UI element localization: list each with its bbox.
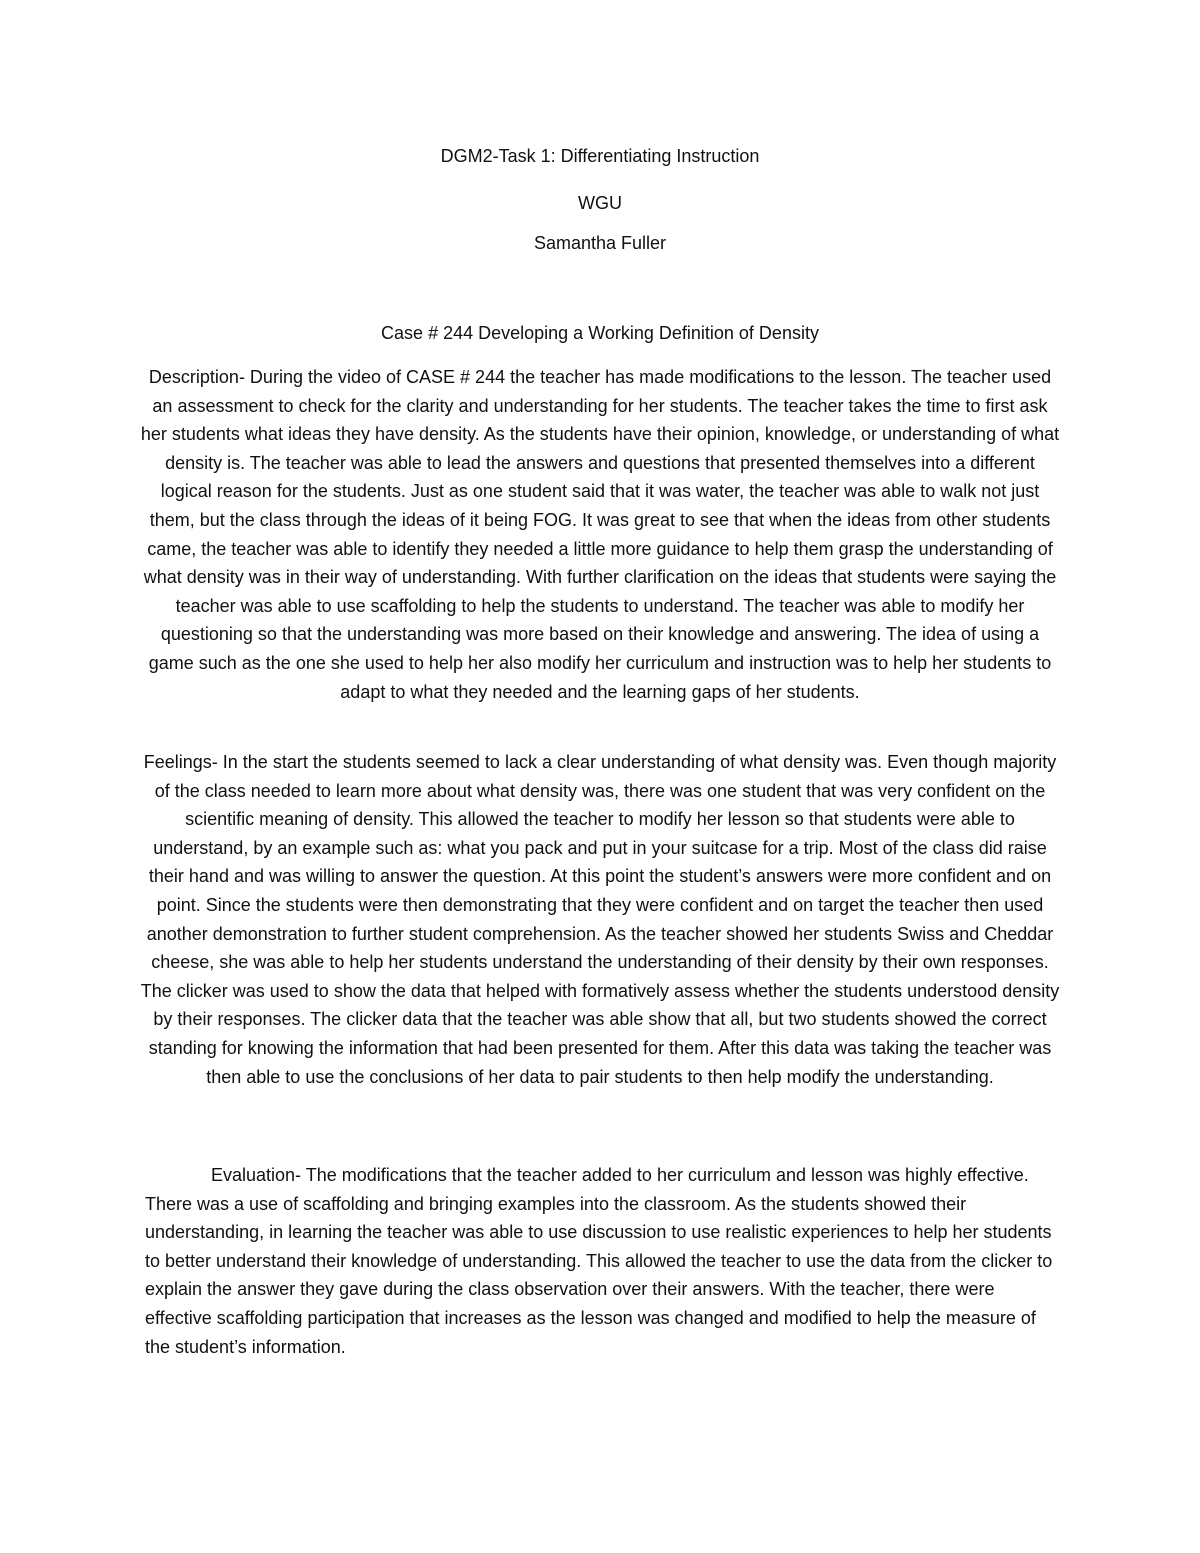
school-name: WGU xyxy=(578,193,622,213)
document-title: DGM2-Task 1: Differentiating Instruction xyxy=(440,146,760,166)
evaluation-paragraph: Evaluation- The modifications that the teacher added to her curriculum and lesson was highly effective. There was a use of scaffolding and bringing examples into the classroom. As the students showed their understanding, in learning the teacher was able to use discussion to use realistic experiences to help her students to better understand their knowledge of understanding. This allowed the teacher to use the data from the clicker to explain the answer they gave during the class observation over their answers. With the teacher, there were effective scaffolding participation that increases as the lesson was changed and modified to help the measure of the student’s information. xyxy=(145,1165,1053,1357)
author-name: Samantha Fuller xyxy=(533,233,667,253)
description-paragraph: Description- During the video of CASE # 244 the teacher has made modifications to the lesson. The teacher used an assessment to check for the clarity and understanding for her students. The teacher takes the time to first ask her students what ideas they have density. As the students have their opinion, knowledge, or understanding of what density is. The teacher was able to lead the answers and questions that presented themselves into a different logical reason for the students. Just as one student said that it was water, the teacher was able to walk not just them, but the class through the ideas of it being FOG. It was great to see that when the ideas from other students came, the teacher was able to identify they needed a little more guidance to help them grasp the understanding of what density was in their way of understanding. With further clarification on the ideas that students were saying the teacher was able to use scaffolding to help the students to understand. The teacher was able to modify her questioning so that the understanding was more based on their knowledge and answering. The idea of using a game such as the one she used to help her also modify her curriculum and instruction was to help her students to adapt to what they needed and the learning gaps of her students. xyxy=(140,367,1060,702)
feelings-paragraph: Feelings- In the start the students seemed to lack a clear understanding of what density was. Even though majority of the class needed to learn more about what density was, there was one student that was very confident on the scientific meaning of density. This allowed the teacher to modify her lesson so that students were able to understand, by an example such as: what you pack and put in your suitcase for a trip. Most of the class did raise their hand and was willing to answer the question. At this point the student’s answers were more confident and on point. Since the students were then demonstrating that they were confident and on target the teacher then used another demonstration to further student comprehension. As the teacher showed her students Swiss and Cheddar cheese, she was able to help her students understand the understanding of their density by their own responses. The clicker was used to show the data that helped with formatively assess whether the students understood density by their responses. The clicker data that the teacher was able show that all, but two students showed the correct standing for knowing the information that had been presented for them. After this data was taking the teacher was then able to use the conclusions of her data to pair students to then help modify the understanding. xyxy=(140,752,1060,1087)
case-title: Case # 244 Developing a Working Definition of Density xyxy=(381,323,819,343)
